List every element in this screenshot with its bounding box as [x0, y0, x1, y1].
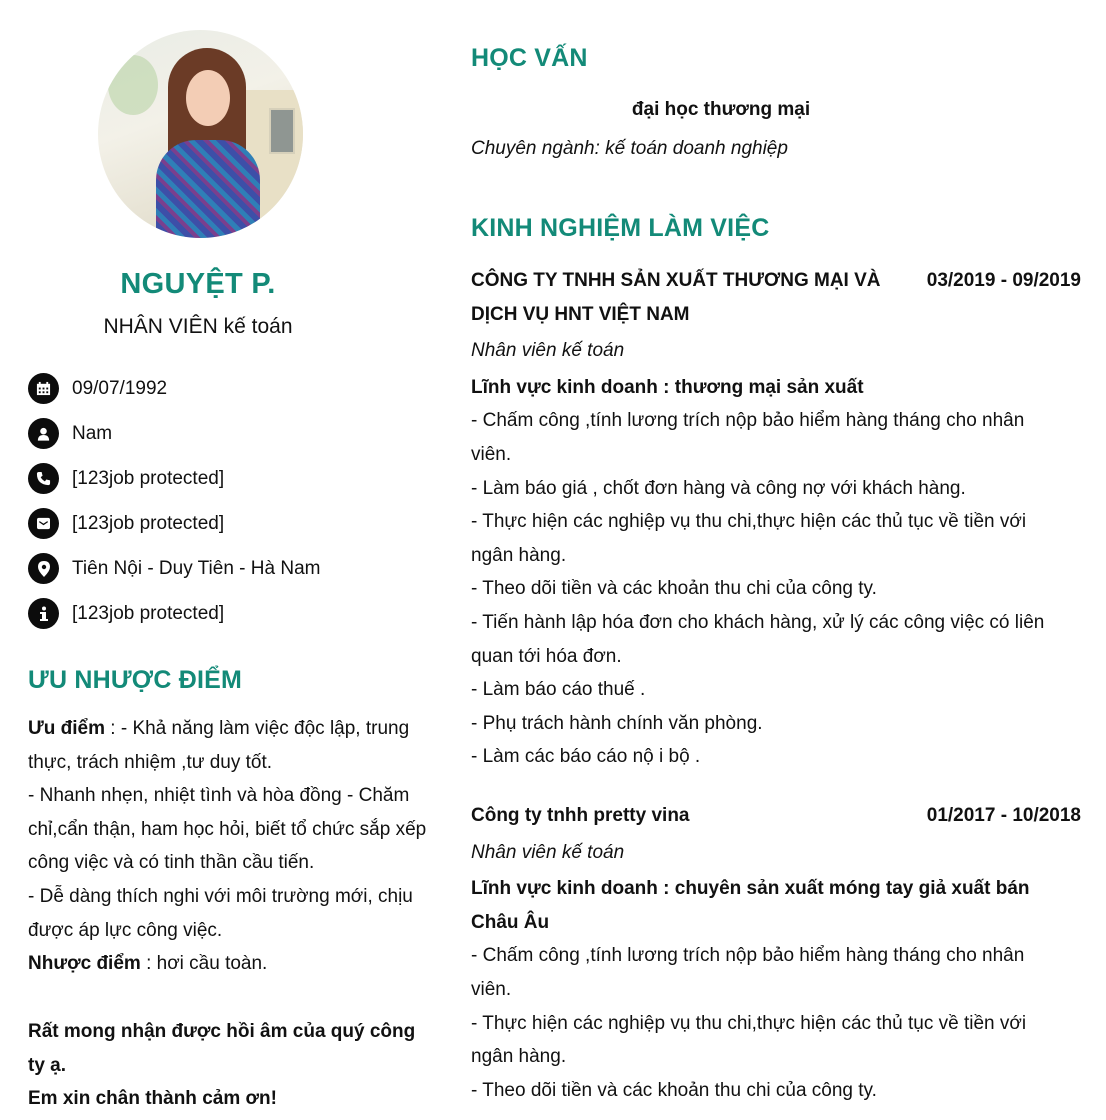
- job-role: Nhân viên kế toán: [471, 340, 625, 362]
- job-entry: [471, 799, 1081, 1107]
- duty-item: - Thực hiện các nghiệp vụ thu chi,thực hiện các thủ tục về tiền với ngân hàng.: [471, 511, 1027, 566]
- candidate-name: NGUYỆT P.: [120, 268, 276, 300]
- contact-value: Tiên Nội - Duy Tiên - Hà Nam: [72, 557, 321, 579]
- info-icon: [28, 598, 59, 629]
- location-icon: [28, 553, 59, 584]
- job-duties: [471, 939, 1051, 1107]
- contact-value: [123job protected]: [72, 602, 225, 624]
- contact-address: [28, 546, 320, 591]
- calendar-icon: [28, 373, 59, 404]
- phone-icon: [28, 463, 59, 494]
- contact-value: [123job protected]: [72, 512, 225, 534]
- duty-item: - Chấm công ,tính lương trích nộp bảo hiểm hàng tháng cho nhân viên.: [471, 945, 1025, 1000]
- duty-item: - Thực hiện các nghiệp vụ thu chi,thực hiện các thủ tục về tiền với ngân hàng.: [471, 1012, 1027, 1068]
- duty-item: - Làm báo cáo thuế .: [471, 679, 646, 701]
- job-company: CÔNG TY TNHH SẢN XUẤT THƯƠNG MẠI VÀ DỊCH VỤ HNT VIỆT NAM: [471, 270, 881, 325]
- job-entry: [471, 264, 1081, 774]
- job-role: Nhân viên kế toán: [471, 841, 625, 863]
- closing-note: Rất mong nhận được hồi âm của quý công ty ạ. Em xin chân thành cảm ơn!: [28, 1021, 416, 1110]
- contact-value: Nam: [72, 422, 113, 444]
- duty-item: - Chấm công ,tính lương trích nộp bảo hiểm hàng tháng cho nhân viên.: [471, 410, 1025, 465]
- job-duties: [471, 404, 1051, 774]
- duty-item: - Theo dõi tiền và các khoản thu chi của công ty.: [471, 578, 877, 600]
- duty-item: - Làm báo giá , chốt đơn hàng và công nợ với khách hàng.: [471, 477, 966, 499]
- pros-paragraph-2: - Nhanh nhẹn, nhiệt tình và hòa đồng - Chăm chỉ,cẩn thận, ham học hỏi, biết tổ chức sắp xếp công việc và có tinh thần cầu tiến.: [28, 785, 427, 874]
- experience-heading: KINH NGHIỆM LÀM VIỆC: [471, 214, 770, 242]
- contact-gender: [28, 411, 320, 456]
- pros-paragraph-3: - Dễ dàng thích nghi với môi trường mới, chịu được áp lực công việc.: [28, 885, 413, 941]
- user-icon: [28, 418, 59, 449]
- strengths-heading: ƯU NHƯỢC ĐIỂM: [28, 666, 243, 694]
- contact-value: [123job protected]: [72, 467, 225, 489]
- pros-label: Ưu điểm: [28, 718, 105, 739]
- contact-list: [28, 366, 320, 636]
- profile-photo: [98, 30, 303, 238]
- school-name: đại học thương mại: [631, 99, 811, 120]
- cons-paragraph: Nhược điểm : hơi cầu toàn.: [28, 953, 268, 975]
- contact-value: 09/07/1992: [72, 377, 168, 399]
- contact-email: [28, 501, 320, 546]
- contact-dob: [28, 366, 320, 411]
- duty-item: - Làm các báo cáo nộ i bộ .: [471, 746, 701, 768]
- job-field: Lĩnh vực kinh doanh : chuyên sản xuất móng tay giả xuất bán Châu Âu: [471, 878, 1030, 933]
- education-heading: HỌC VẤN: [471, 44, 588, 72]
- strengths-body: [28, 712, 428, 981]
- duty-item: - Phụ trách hành chính văn phòng.: [471, 712, 763, 734]
- job-field: Lĩnh vực kinh doanh : thương mại sản xuất: [471, 376, 864, 398]
- email-icon: [28, 508, 59, 539]
- job-company: Công ty tnhh pretty vina: [471, 805, 690, 826]
- contact-info: [28, 591, 320, 636]
- duty-item: - Tiến hành lập hóa đơn cho khách hàng, xử lý các công việc có liên quan tới hóa đơn.: [471, 611, 1045, 667]
- major: Chuyên ngành: kế toán doanh nghiệp: [471, 138, 788, 159]
- duty-item: - Theo dõi tiền và các khoản thu chi của công ty.: [471, 1079, 877, 1101]
- job-date: 01/2017 - 10/2018: [926, 805, 1081, 826]
- cons-label: Nhược điểm: [28, 953, 141, 975]
- pros-paragraph: Ưu điểm : - Khả năng làm việc độc lập, trung thực, trách nhiệm ,tư duy tốt.: [28, 718, 410, 773]
- job-date: 03/2019 - 09/2019: [926, 270, 1081, 291]
- candidate-title: NHÂN VIÊN kế toán: [103, 315, 293, 338]
- contact-phone: [28, 456, 320, 501]
